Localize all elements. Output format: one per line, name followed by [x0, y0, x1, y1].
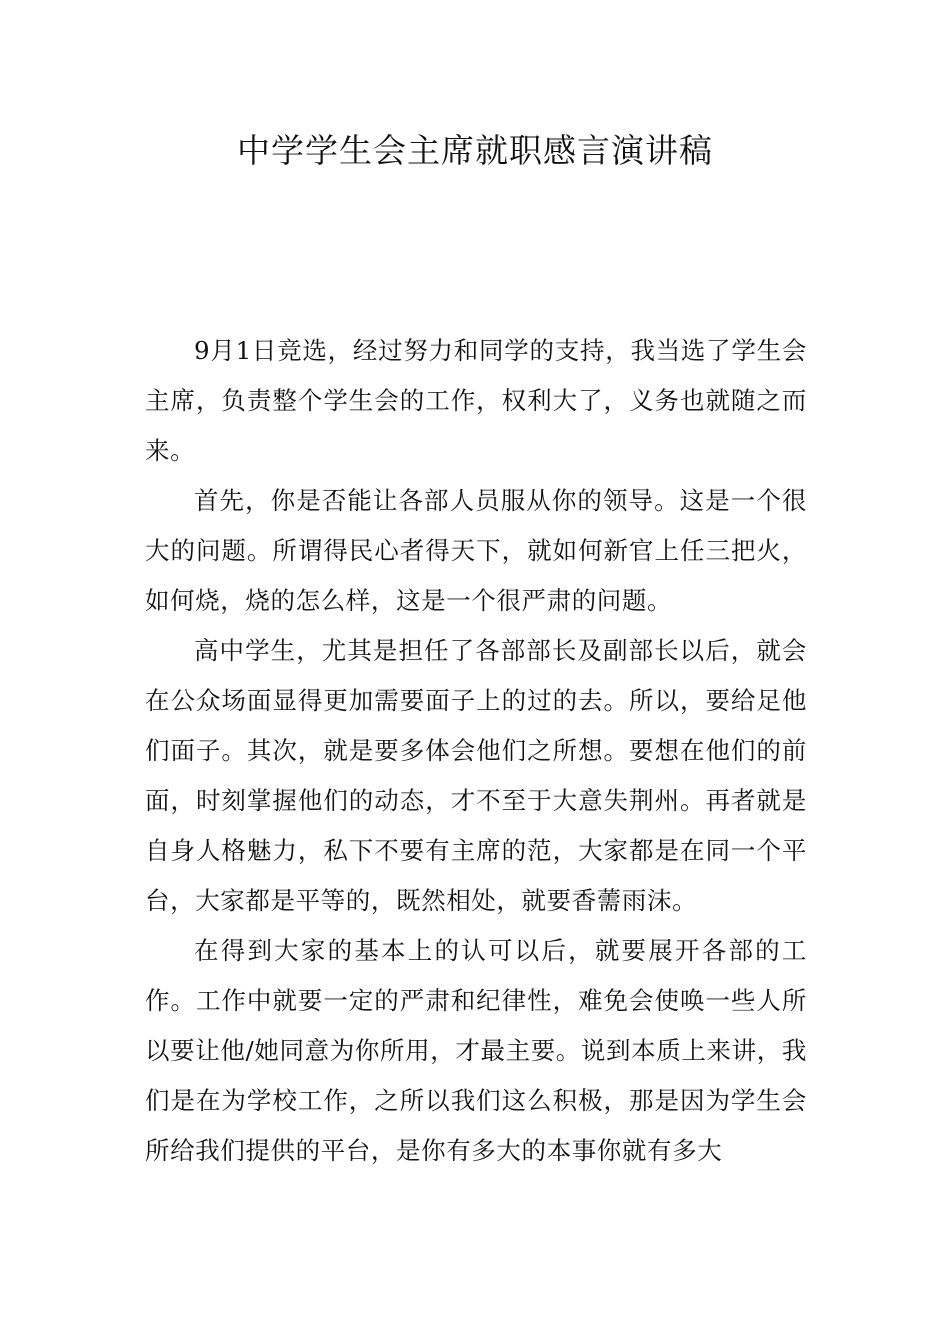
document-title: 中学学生会主席就职感言演讲稿	[237, 131, 713, 170]
paragraph-3: 高中学生，尤其是担任了各部部长及副部长以后，就会在公众场面显得更加需要面子上的过的去。所以，要给足他们面子。其次，就是要多体会他们之所想。要想在他们的前面，时刻掌握他们的动态，才不至于大意失荆州。再者就是自身人格魅力，私下不要有主席的范，大家都是在同一个平台，大家都是平等的，既然相处，就要香薷雨沫。	[145, 636, 807, 915]
paragraph-2: 首先，你是否能让各部人员服从你的领导。这是一个很大的问题。所谓得民心者得天下，就如何新官上任三把火，如何烧，烧的怎么样，这是一个很严肃的问题。	[145, 486, 807, 615]
paragraph-1: 9月1日竞选，经过努力和同学的支持，我当选了学生会主席，负责整个学生会的工作，权利大了，义务也就随之而来。	[145, 336, 807, 465]
paragraph-4: 在得到大家的基本上的认可以后，就要展开各部的工作。工作中就要一定的严肃和纪律性，难免会使唤一些人所以要让他/她同意为你所用，才最主要。说到本质上来讲，我们是在为学校工作，之所以我们这么积极，那是因为学生会所给我们提供的平台，是你有多大的本事你就有多大	[145, 936, 807, 1165]
document-body	[145, 326, 807, 1176]
